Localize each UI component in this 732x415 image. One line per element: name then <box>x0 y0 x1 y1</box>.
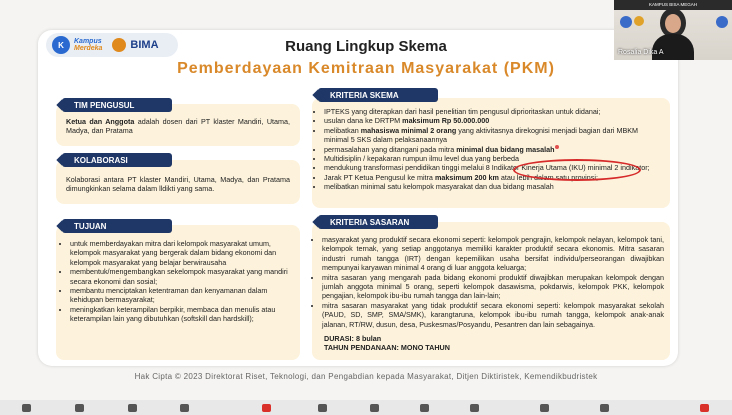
record-icon[interactable] <box>370 404 379 412</box>
security-icon[interactable] <box>128 404 137 412</box>
video-icon[interactable] <box>75 404 84 412</box>
reactions-icon[interactable] <box>420 404 429 412</box>
list-item: • Jarak PT Ketua Pengusul ke mitra maksimum 200 km atau lebih dalam satu provinsi; <box>324 173 662 182</box>
video-background-banner: KAMPUS BISA MEGAH <box>614 0 732 10</box>
whiteboard-icon[interactable] <box>540 404 549 412</box>
list-item: • mitra sasaran yang mengarah pada bidang ekonomi produktif diwajibkan merupakan kelompok dengan jumlah anggota minimal 5 orang, seperti kelompok dasawisma, pokdarwis, kelompok PKK, kelompok pengajian, kelompok ibu-ibu rumah tangga dan lain-lain; <box>322 273 664 301</box>
kriteria-sasaran-list <box>314 235 664 329</box>
participants-icon[interactable] <box>180 404 189 412</box>
share-screen-icon[interactable] <box>318 404 327 412</box>
tahun-pendanaan-text: TAHUN PENDANAAN: MONO TAHUN <box>324 343 450 353</box>
list-item: • permasalahan yang ditangani pada mitra minimal dua bidang masalah <box>324 145 662 154</box>
meeting-toolbar <box>0 400 732 415</box>
list-item: • Multidisiplin / kepakaran rumpun ilmu level dua yang berbeda <box>324 154 662 163</box>
tujuan-list <box>60 239 292 324</box>
durasi-text: DURASI: 8 bulan <box>324 334 382 344</box>
kriteria-skema-header: KRITERIA SKEMA <box>318 88 438 102</box>
kriteria-sasaran-box <box>312 222 670 360</box>
tim-pengusul-box: Ketua dan Anggota adalah dosen dari PT klaster Mandiri, Utama, Madya, dan Pratama <box>56 104 300 146</box>
mic-icon[interactable] <box>22 404 31 412</box>
list-item: • membentuk/mengembangkan sekelompok masyarakat yang mandiri secara ekonomi dan sosial; <box>70 267 292 286</box>
list-item: • melibatkan minimal satu kelompok masyarakat dan dua bidang masalah <box>324 182 662 191</box>
slide-title: Ruang Lingkup Skema <box>285 38 447 55</box>
end-meeting-button[interactable] <box>700 404 709 412</box>
slide-footer: Hak Cipta © 2023 Direktorat Riset, Teknologi, dan Pengabdian kepada Masyarakat, Ditjen Diktiristek, Kemendikbudristek <box>134 372 598 381</box>
logo-icon <box>716 16 728 28</box>
list-item: • IPTEKS yang diterapkan dari hasil penelitian tim pengusul diprioritaskan untuk didanai; <box>324 107 662 116</box>
chat-icon[interactable] <box>262 404 271 412</box>
slide-subtitle: Pemberdayaan Kemitraan Masyarakat (PKM) <box>177 60 555 77</box>
kriteria-skema-box <box>312 98 670 208</box>
participant-name: Rosalia Dika A <box>618 49 664 56</box>
participant-body <box>652 34 694 60</box>
list-item: • meningkatkan keterampilan berpikir, membaca dan menulis atau keterampilan lain yang dibutuhkan (softskill dan hardskill); <box>70 305 292 324</box>
tujuan-header: TUJUAN <box>62 219 172 233</box>
apps-icon[interactable] <box>470 404 479 412</box>
list-item: • mitra sasaran masyarakat yang tidak produktif secara ekonomi seperti: kelompok masyarakat sekolah (PAUD, SD, SMP, SMA/SMK), karangtaruna, kelompok ibu-ibu rumah tangga, kelompok anak-anak jalanan, RT/RW, dusun, desa, Puskesmas/Posyandu, Pesantren dan lain sebagainya. <box>322 301 664 329</box>
logo-icon <box>620 16 632 28</box>
more-icon[interactable] <box>600 404 609 412</box>
list-item: • membantu menciptakan ketentraman dan kenyamanan dalam kehidupan bermasyarakat; <box>70 286 292 305</box>
list-item: • melibatkan mahasiswa minimal 2 orang yang aktivitasnya direkognisi menjadi bagian dari MBKM minimal 5 SKS dalam pelaksanaannya <box>324 126 662 145</box>
list-item: • mendukung transformasi pendidikan tinggi melalui 8 Indikator Kinerja Utama (IKU) minimal 2 indikator; <box>324 163 662 172</box>
logo-icon <box>634 16 644 26</box>
kampus-merdeka-logo-icon: K <box>52 36 70 54</box>
annotation-oval <box>513 159 641 181</box>
kriteria-sasaran-header: KRITERIA SASARAN <box>318 215 438 229</box>
list-item: • usulan dana ke DRTPM maksimum Rp 50.000.000 <box>324 116 662 125</box>
kolaborasi-box: Kolaborasi antara PT klaster Mandiri, Utama, Madya, dan Pratama dimungkinkan selama dalam lldikti yang sama. <box>56 160 300 204</box>
list-item: • masyarakat yang produktif secara ekonomi seperti: kelompok pengrajin, kelompok nelayan, kelompok tani, kelompok ternak, yang setiap anggotanya memiliki karakter produktif secara ekonomis. Mitra sasaran industri rumah tangga (IRT) dengan kepemilikan usaha bersifat individu/perseorangan diwajibkan mempunyai karyawan minimal 4 orang di luar anggota keluarga; <box>322 235 664 273</box>
list-item: • untuk memberdayakan mitra dari kelompok masyarakat umum, kelompok masyarakat yang bergerak dalam bidang ekonomi dan kelompok masyarakat yang belajar berwirausaha <box>70 239 292 267</box>
participant-face <box>665 14 681 33</box>
tujuan-box <box>56 225 300 360</box>
bima-wordmark: BIMA <box>130 39 159 51</box>
kampus-merdeka-wordmark: Kampus Merdeka <box>74 38 103 52</box>
pointer-dot <box>555 145 559 149</box>
kolaborasi-header: KOLABORASI <box>62 153 172 167</box>
tim-pengusul-header: TIM PENGUSUL <box>62 98 172 112</box>
participant-video-tile[interactable] <box>614 0 732 60</box>
